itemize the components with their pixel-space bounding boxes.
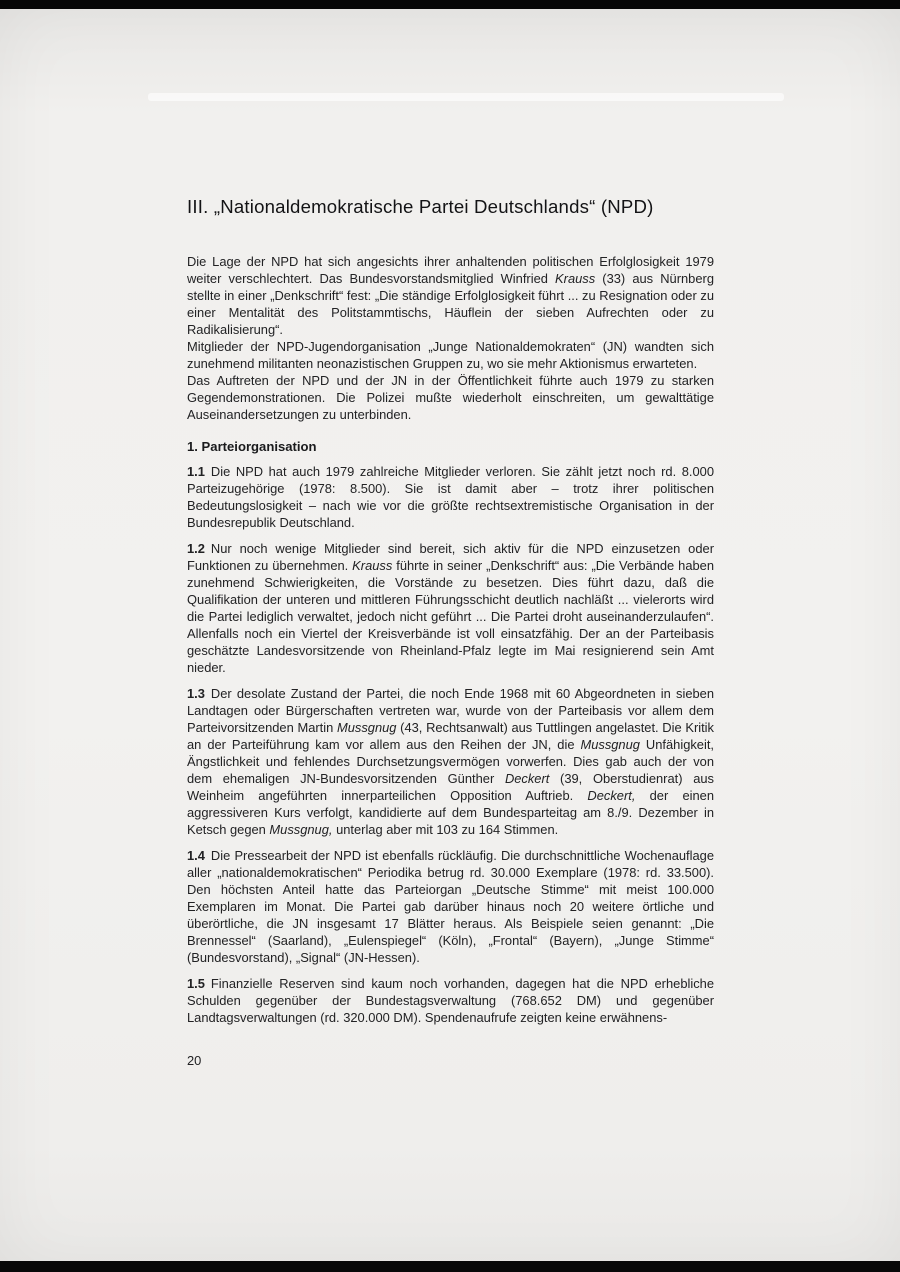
intro-paragraphs: [187, 253, 714, 423]
intro-paragraph: [187, 372, 714, 423]
section-heading: 1. Parteiorganisation: [187, 439, 317, 454]
text-run: (39, Oberstudienrat) aus Weinheim angeführten innerparteilichen Opposition Auftrieb.: [187, 771, 714, 803]
numbered-paragraph: [187, 847, 714, 966]
text-run: der einen aggressiveren Kurs verfolgt, kandidierte auf dem Bundesparteitag am 8./9. Dezember in Ketsch gegen: [187, 788, 714, 837]
text-run: Finanzielle Reserven sind kaum noch vorhanden, dagegen hat die NPD erhebliche Schulden gegenüber der Bundestagsverwaltung (768.652 DM) und gegenüber Landtagsverwaltungen (rd. 320.000 DM). Spendenaufrufe zeigten keine erwähnens-: [187, 976, 714, 1025]
italic-text-run: Krauss: [555, 271, 596, 286]
text-run: (43, Rechtsanwalt) aus Tuttlingen angelastet. Die Kritik an der Parteiführung kam vor allem aus den Reihen der JN, die: [187, 720, 714, 752]
text-run: (33) aus Nürnberg stellte in einer „Denkschrift“ fest: „Die ständige Erfolglosigkeit führt ... zu Resignation oder zu einer Mentalität des Politstammtischs, Häuflein der sieben Aufrechten oder zu Radikalisierung“.: [187, 271, 714, 337]
italic-text-run: Deckert: [504, 771, 550, 786]
text-run: Nur noch wenige Mitglieder sind bereit, sich aktiv für die NPD einzusetzen oder Funktionen zu übernehmen.: [187, 541, 714, 573]
scan-edge-top: [0, 0, 900, 9]
item-number: 1.4: [187, 848, 205, 863]
numbered-paragraph: [187, 975, 714, 1026]
page-title: III. „Nationaldemokratische Partei Deutschlands“ (NPD): [187, 196, 654, 217]
numbered-paragraph: [187, 540, 714, 676]
italic-text-run: Mussgnug: [580, 737, 640, 752]
italic-text-run: Mussgnug: [336, 720, 397, 735]
numbered-items: [187, 463, 714, 1026]
italic-text-run: Deckert,: [587, 788, 636, 803]
item-number: 1.5: [187, 976, 205, 991]
text-run: Die NPD hat auch 1979 zahlreiche Mitglieder verloren. Sie zählt jetzt noch rd. 8.000 Parteizugehörige (1978: 8.500). Sie ist damit aber – trotz ihrer politischen Bedeutungslosigkeit – nach wie vor die größte rechtsextremistische Organisation in der Bundesrepublik Deutschland.: [187, 464, 714, 530]
numbered-paragraph: [187, 685, 714, 838]
italic-text-run: Mussgnug,: [269, 822, 333, 837]
scan-edge-bottom: [0, 1261, 900, 1272]
text-run: Das Auftreten der NPD und der JN in der Öffentlichkeit führte auch 1979 zu starken Gegendemonstrationen. Die Polizei mußte wiederholt einschreiten, um gewalttätige Auseinandersetzungen zu unterbinden.: [187, 373, 714, 422]
text-run: Die Pressearbeit der NPD ist ebenfalls rückläufig. Die durchschnittliche Wochenauflage aller „nationaldemokratischen“ Periodika betrug rd. 30.000 Exemplare (1978: rd. 33.500). Den höchsten Anteil hatte das Parteiorgan „Deutsche Stimme“ mit meist 100.000 Exemplaren im Monat. Die Partei gab darüber hinaus noch 20 weitere örtliche und überörtliche, die JN insgesamt 17 Blätter heraus. Als Beispiele seien genannt: „Die Brennessel“ (Saarland), „Eulenspiegel“ (Köln), „Frontal“ (Bayern), „Junge Stimme“ (Bundesvorstand), „Signal“ (JN-Hessen).: [187, 848, 714, 965]
text-run: unterlag aber mit 103 zu 164 Stimmen.: [332, 822, 559, 837]
intro-paragraph: [187, 253, 714, 338]
text-run: Die Lage der NPD hat sich angesichts ihrer anhaltenden politischen Erfolglosigkeit 1979 weiter verschlechtert. Das Bundesvorstandsmitglied Winfried: [187, 254, 714, 286]
text-run: Unfähigkeit, Ängstlichkeit und fehlendes Durchsetzungsvermögen vorwerfen. Dies gab auch der von dem ehemaligen JN-Bundesvorsitzenden Günther: [187, 737, 715, 786]
item-number: 1.1: [187, 464, 205, 479]
text-run: Der desolate Zustand der Partei, die noch Ende 1968 mit 60 Abgeordneten in sieben Landtagen oder Bürgerschaften vertreten war, wurde von der Parteibasis vor allem dem Parteivorsitzenden Martin: [187, 686, 714, 735]
page-number: 20: [187, 1053, 202, 1068]
scan-artifact-line: [148, 93, 784, 101]
document-page: [187, 196, 714, 1068]
italic-text-run: Krauss: [352, 558, 393, 573]
numbered-paragraph: [187, 463, 714, 531]
item-number: 1.2: [187, 541, 205, 556]
intro-paragraph: [187, 338, 714, 372]
text-run: Mitglieder der NPD-Jugendorganisation „Junge Nationaldemokraten“ (JN) wandten sich zunehmend militanten neonazistischen Gruppen zu, wo sie mehr Aktionismus erwarteten.: [187, 339, 714, 371]
text-run: führte in seiner „Denkschrift“ aus: „Die Verbände haben zunehmend Schwierigkeiten, die Vorstände zu besetzen. Dies führt dazu, daß die Qualifikation der unteren und mittleren Führungsschicht deutlich nachläßt ... vielerorts wird die Partei lediglich verwaltet, jedoch nicht geführt ... Die Partei droht auseinanderzulaufen“. Allenfalls noch ein Viertel der Kreisverbände ist voll einsatzfähig. Der an der Parteibasis geschätzte Landesvorsitzende von Rheinland-Pfalz legte im Mai resignierend sein Amt nieder.: [187, 558, 714, 675]
item-number: 1.3: [187, 686, 205, 701]
